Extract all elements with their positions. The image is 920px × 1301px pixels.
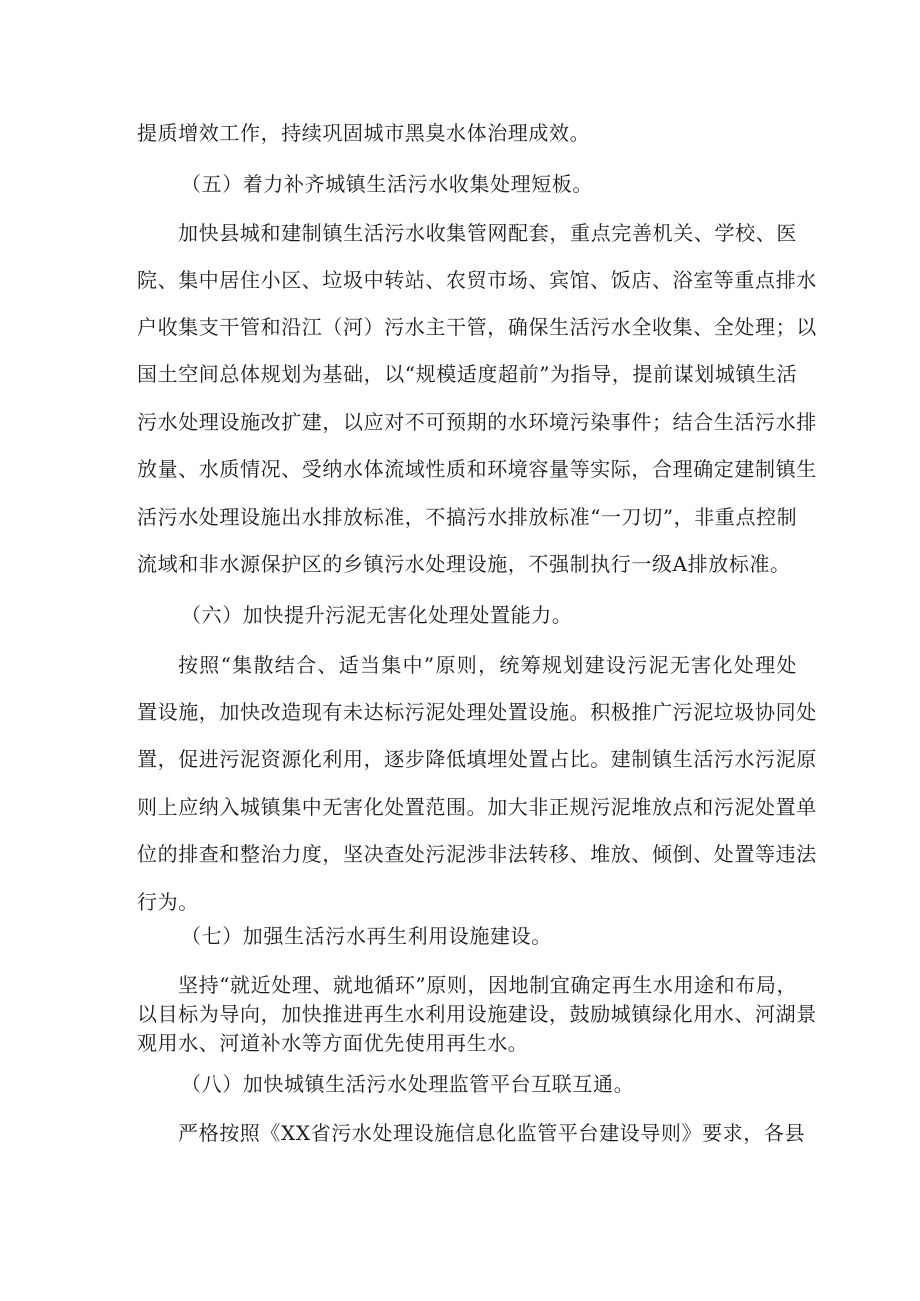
- paragraph-line: 户收集支干管和沿江（河）污水主干管，确保生活污水全收集、全处理；以: [137, 315, 817, 339]
- paragraph-line: 则上应纳入城镇集中无害化处置范围。加大非正规污泥堆放点和污泥处置单: [137, 795, 817, 819]
- paragraph-line: 提质增效工作，持续巩固城市黑臭水体治理成效。: [137, 121, 591, 145]
- paragraph-line: 国土空间总体规划为基础，以“规模适度超前”为指导，提前谋划城镇生活: [137, 362, 798, 386]
- paragraph-line: 以目标为导向，加快推进再生水利用设施建设，鼓励城镇绿化用水、河湖景: [137, 1002, 817, 1026]
- paragraph-line: 严格按照《XX省污水处理设施信息化监管平台建设导则》要求，各县: [178, 1121, 806, 1145]
- paragraph-line: 院、集中居住小区、垃圾中转站、农贸市场、宾馆、饭店、浴室等重点排水: [137, 268, 817, 292]
- paragraph-line: 流域和非水源保护区的乡镇污水处理设施，不强制执行一级A排放标准。: [137, 552, 791, 576]
- paragraph-line: 行为。: [137, 890, 199, 914]
- paragraph-line: 污水处理设施改扩建，以应对不可预期的水环境污染事件；结合生活污水排: [137, 410, 817, 434]
- section-heading-6: （六）加快提升污泥无害化处理处置能力。: [181, 603, 573, 627]
- paragraph-line: 位的排查和整治力度，坚决查处污泥涉非法转移、堆放、倾倒、处置等违法: [137, 842, 817, 866]
- section-heading-7: （七）加强生活污水再生利用设施建设。: [181, 924, 552, 948]
- paragraph-line: 坚持“就近处理、就地循环”原则，因地制宜确定再生水用途和布局，: [178, 973, 798, 997]
- paragraph-line: 置设施，加快改造现有未达标污泥处理处置设施。积极推广污泥垃圾协同处: [137, 700, 817, 724]
- paragraph-line: 观用水、河道补水等方面优先使用再生水。: [137, 1031, 529, 1055]
- section-heading-5: （五）着力补齐城镇生活污水收集处理短板。: [181, 172, 593, 196]
- paragraph-line: 活污水处理设施出水排放标准，不搞污水排放标准“一刀切”，非重点控制: [137, 505, 798, 529]
- paragraph-line: 放量、水质情况、受纳水体流域性质和环境容量等实际，合理确定建制镇生: [137, 457, 817, 481]
- paragraph-line: 按照“集散结合、适当集中”原则，统筹规划建设污泥无害化处理处: [178, 653, 797, 677]
- paragraph-line: 加快县城和建制镇生活污水收集管网配套，重点完善机关、学校、医: [178, 221, 797, 245]
- section-heading-8: （八）加快城镇生活污水处理监管平台互联互通。: [181, 1072, 635, 1096]
- paragraph-line: 置，促进污泥资源化利用，逐步降低填埋处置占比。建制镇生活污水污泥原: [137, 747, 817, 771]
